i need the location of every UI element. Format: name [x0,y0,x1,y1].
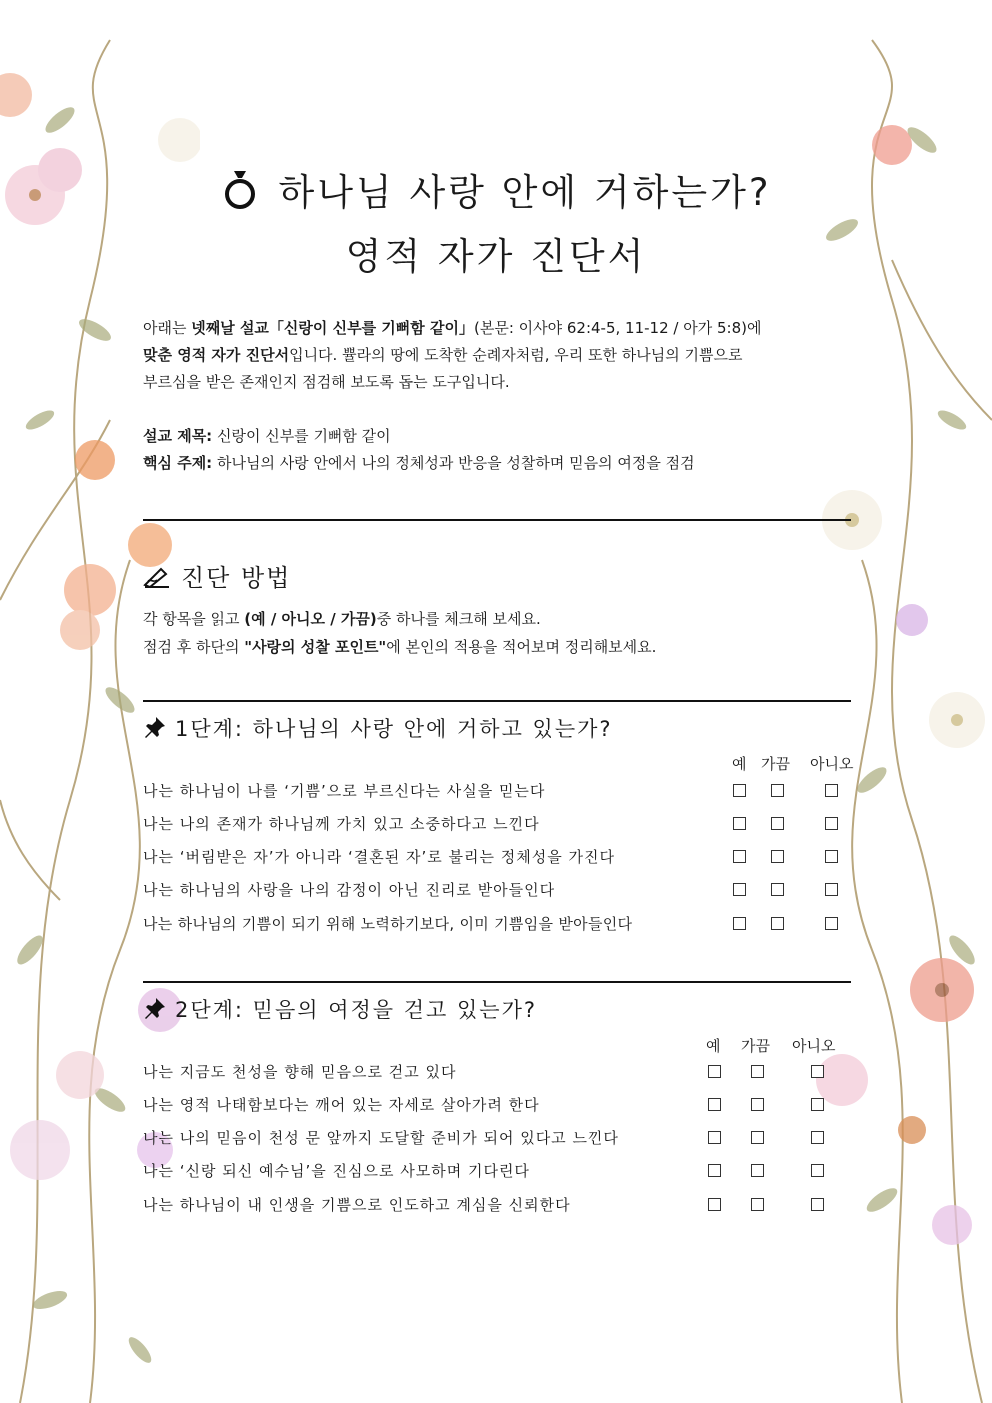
stage2-item-3-no-checkbox[interactable] [811,1131,824,1144]
stage2-col-no: 아니오 [792,1037,836,1055]
stage1-col-sometimes: 가끔 [761,755,790,773]
method-heading: 진단 방법 [143,558,291,593]
stage2-item-5-sometimes-checkbox[interactable] [751,1198,764,1211]
sermon-title-line [143,425,853,446]
stage1-col-yes: 예 [732,755,747,773]
stage1-item-5-sometimes-checkbox[interactable] [771,917,784,930]
stage2-item-5-no-checkbox[interactable] [811,1198,824,1211]
stage1-item-2: 나는 나의 존재가 하나님께 가치 있고 소중하다고 느낀다 [143,815,540,833]
stage1-item-1: 나는 하나님이 나를 ‘기쁨’으로 부르신다는 사실을 믿는다 [143,782,546,800]
pushpin-icon [143,715,167,739]
stage1-item-3-no-checkbox[interactable] [825,850,838,863]
sermon-title-label: 설교 제목: [143,427,213,445]
stage1-item-1-sometimes-checkbox[interactable] [771,784,784,797]
stage2-heading: 2단계: 믿음의 여정을 걷고 있는가? [143,994,537,1024]
method-instructions: 각 항목을 읽고 (예 / 아니오 / 가끔)중 하나를 체크해 보세요. 점검 후 하단의 "사랑의 성찰 포인트"에 본인의 적용을 적어보며 정리해보세요. [143,610,657,656]
stage1-item-4-yes-checkbox[interactable] [733,883,746,896]
intro-sermon-name: 넷째날 설교「신랑이 신부를 기뻐함 같이」 [191,319,474,337]
ring-icon [220,167,260,211]
stage1-item-5-no-checkbox[interactable] [825,917,838,930]
stage2-item-4-no-checkbox[interactable] [811,1164,824,1177]
stage1-item-3: 나는 ‘버림받은 자’가 아니라 ‘결혼된 자’로 불리는 정체성을 가진다 [143,848,615,866]
stage1-item-1-yes-checkbox[interactable] [733,784,746,797]
stage1-item-4-sometimes-checkbox[interactable] [771,883,784,896]
stage2-item-1-yes-checkbox[interactable] [708,1065,721,1078]
stage2-item-2-yes-checkbox[interactable] [708,1098,721,1111]
sermon-title-value: 신랑이 신부를 기뻐함 같이 [216,427,391,445]
stage1-item-5-yes-checkbox[interactable] [733,917,746,930]
intro-doc-name: 맞춘 영적 자가 진단서 [143,346,290,364]
stage1-col-no: 아니오 [810,755,854,773]
divider [143,981,851,983]
stage2-item-2-no-checkbox[interactable] [811,1098,824,1111]
stage2-item-1-sometimes-checkbox[interactable] [751,1065,764,1078]
title-line-1: 하나님 사랑 안에 거하는가? [278,171,772,214]
stage1-item-5: 나는 하나님의 기쁨이 되기 위해 노력하기보다, 이미 기쁨임을 받아들인다 [143,915,633,933]
stage2-item-3-sometimes-checkbox[interactable] [751,1131,764,1144]
stage2-item-4-sometimes-checkbox[interactable] [751,1164,764,1177]
core-theme-value: 하나님의 사랑 안에서 나의 정체성과 반응을 성찰하며 믿음의 여정을 점검 [216,454,695,472]
stage1-item-1-no-checkbox[interactable] [825,784,838,797]
core-theme-line [143,452,853,473]
stage1-heading: 1단계: 하나님의 사랑 안에 거하고 있는가? [143,713,613,743]
stage1-item-2-no-checkbox[interactable] [825,817,838,830]
stage1-item-3-yes-checkbox[interactable] [733,850,746,863]
core-theme-label: 핵심 주제: [143,454,213,472]
stage2-item-1: 나는 지금도 천성을 향해 믿음으로 걷고 있다 [143,1063,457,1081]
stage1-item-4: 나는 하나님의 사랑을 나의 감정이 아닌 진리로 받아들인다 [143,881,556,899]
divider [143,700,851,702]
stage2-item-1-no-checkbox[interactable] [811,1065,824,1078]
stage2-item-3: 나는 나의 믿음이 천성 문 앞까지 도달할 준비가 되어 있다고 느낀다 [143,1129,619,1147]
stage2-item-5-yes-checkbox[interactable] [708,1198,721,1211]
stage2-item-3-yes-checkbox[interactable] [708,1131,721,1144]
stage1-item-3-sometimes-checkbox[interactable] [771,850,784,863]
intro-paragraph: 아래는 넷째날 설교「신랑이 신부를 기뻐함 같이」(본문: 이사야 62:4-5, 11-12 / 아가 5:8)에 맞춘 영적 자가 진단서입니다. 쁄라의 땅에 도착한 순례자처럼, 우리 또한 하나님의 기쁨으로 부르심을 받은 존재인지 점검해 보도록 돕는 도구입니다. [143,319,762,391]
subtitle: 영적 자가 진단서 [345,235,647,278]
writing-hand-icon [143,565,171,589]
stage1-item-4-no-checkbox[interactable] [825,883,838,896]
stage2-item-2-sometimes-checkbox[interactable] [751,1098,764,1111]
stage1-item-2-yes-checkbox[interactable] [733,817,746,830]
stage2-item-4: 나는 ‘신랑 되신 예수님’을 진심으로 사모하며 기다린다 [143,1162,530,1180]
page-title [0,162,992,216]
stage1-item-2-sometimes-checkbox[interactable] [771,817,784,830]
stage2-item-4-yes-checkbox[interactable] [708,1164,721,1177]
divider [143,519,851,521]
pushpin-icon [143,996,167,1020]
stage2-item-5: 나는 하나님이 내 인생을 기쁨으로 인도하고 계심을 신뢰한다 [143,1196,571,1214]
stage2-item-2: 나는 영적 나태함보다는 깨어 있는 자세로 살아가려 한다 [143,1096,540,1114]
stage2-col-yes: 예 [706,1037,721,1055]
stage2-col-sometimes: 가끔 [741,1037,770,1055]
